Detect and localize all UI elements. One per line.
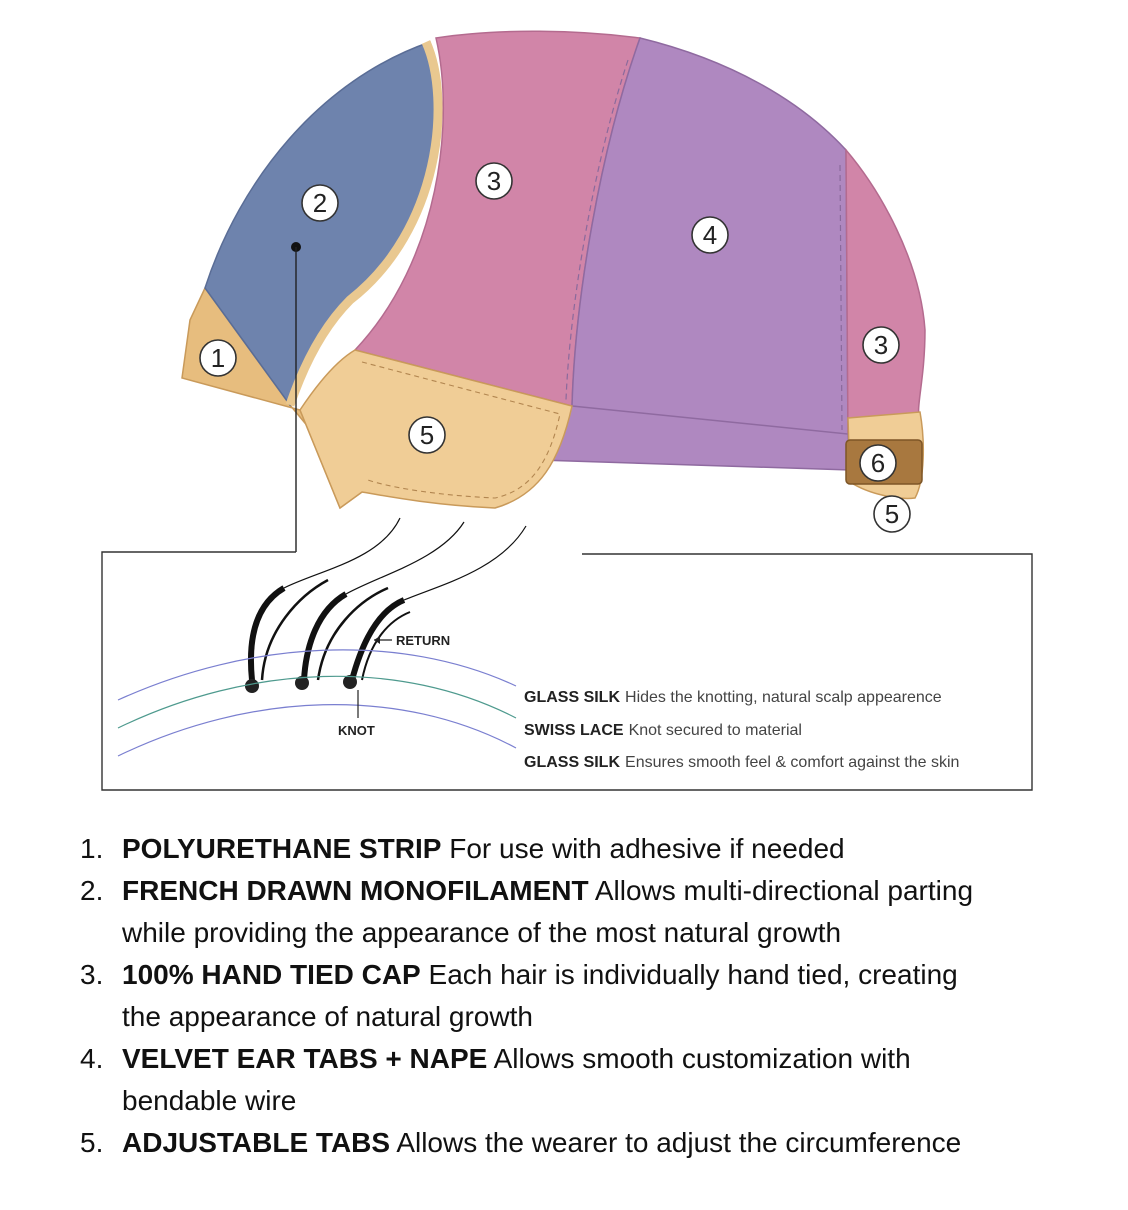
hand-tied-back-region (846, 150, 925, 438)
hair-strands (251, 518, 526, 680)
svg-text:5: 5 (419, 420, 435, 450)
return-label: RETURN (396, 633, 451, 648)
svg-text:SWISS LACEKnot secured to mate: SWISS LACE Knot secured to material (524, 722, 802, 739)
marker-4 (692, 217, 728, 253)
svg-text:3: 3 (873, 330, 889, 360)
marker-3-front (476, 163, 512, 199)
legend-item-polyurethane: 1. POLYURETHANE STRIP For use with adhesive if needed (80, 833, 845, 864)
svg-text:1: 1 (210, 343, 226, 373)
svg-text:GLASS SILKHides the knotting,: GLASS SILK Hides the knotting, natural scalp appearence (524, 689, 942, 706)
swiss-lace-curve (118, 676, 516, 728)
marker-2 (302, 185, 338, 221)
legend-item-hand-tied: 3. 100% HAND TIED CAP Each hair is individually hand tied, creating the appearance of natural growth (80, 959, 958, 1032)
svg-text:4: 4 (702, 220, 718, 250)
knot-label: KNOT (338, 723, 375, 738)
svg-text:2: 2 (312, 188, 328, 218)
legend-item-velvet: 4. VELVET EAR TABS + NAPE Allows smooth customization with bendable wire (80, 1043, 911, 1116)
marker-3-back (863, 327, 899, 363)
glass-silk-bottom-curve (118, 705, 516, 756)
glass-silk-top-curve (118, 650, 516, 700)
svg-text:3: 3 (486, 166, 502, 196)
marker-1 (200, 340, 236, 376)
marker-5-nape (874, 496, 910, 532)
svg-text:GLASS SILKEnsures smooth feel: GLASS SILK Ensures smooth feel & comfort against the skin (524, 754, 960, 771)
marker-6 (860, 445, 896, 481)
layer-description-2 (524, 722, 802, 739)
legend-item-monofilament: 2. FRENCH DRAWN MONOFILAMENT Allows multi-directional parting while providing the appearance of the most natural growth (80, 875, 974, 948)
svg-text:5: 5 (884, 499, 900, 529)
layer-description-3 (524, 754, 959, 771)
legend-item-adjustable-tabs: 5. ADJUSTABLE TABS Allows the wearer to adjust the circumference (80, 1127, 962, 1158)
svg-text:6: 6 (870, 448, 886, 478)
layer-description-1 (524, 689, 942, 706)
feature-legend (80, 828, 1100, 1164)
marker-5-ear (409, 417, 445, 453)
